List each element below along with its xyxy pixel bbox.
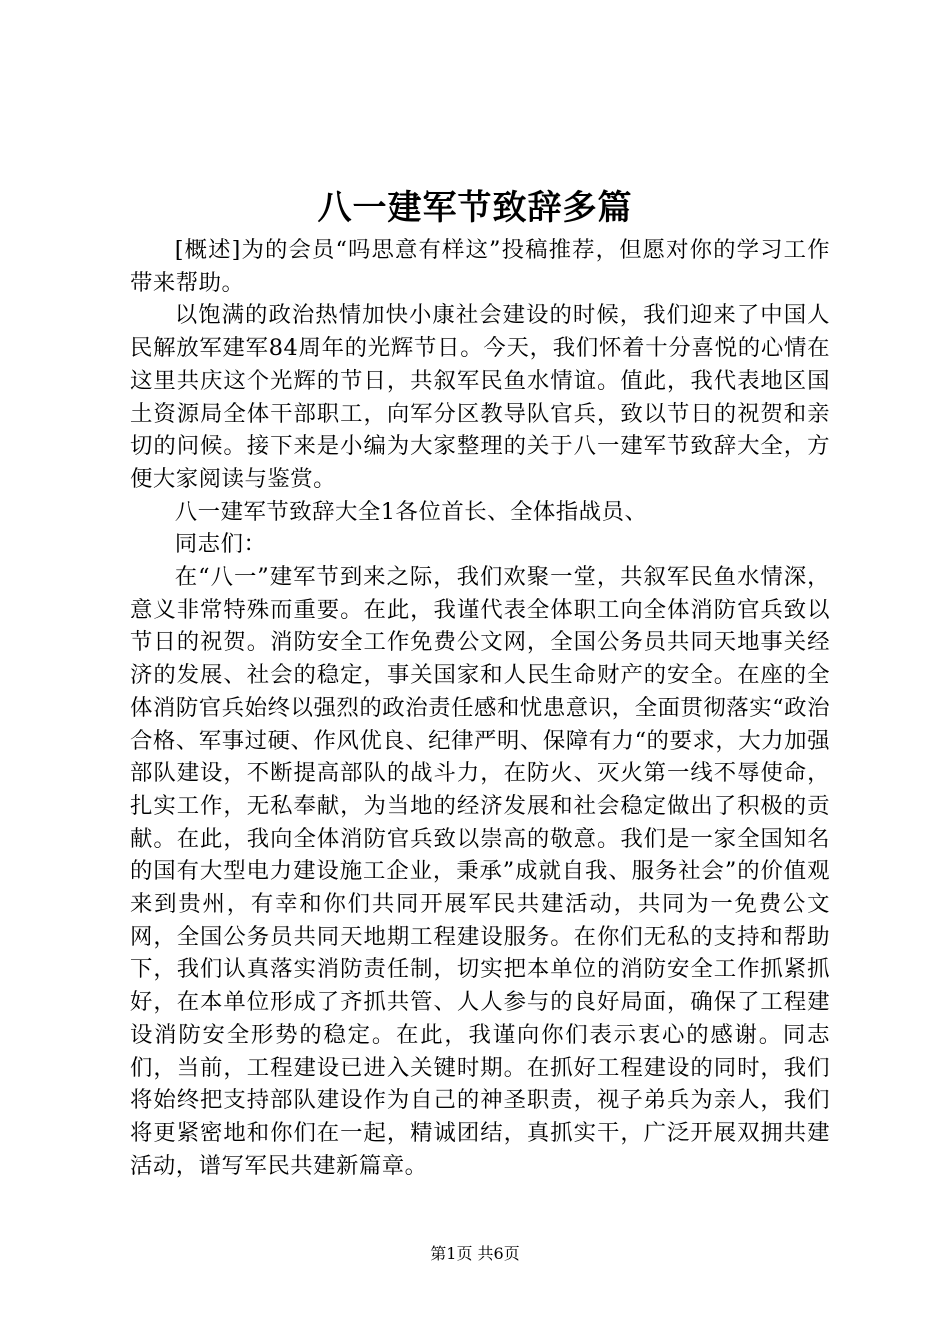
page-footer: 第1页 共6页 <box>430 1244 520 1263</box>
document-title: 八一建军节致辞多篇 <box>317 188 633 228</box>
paragraph-intro: 以饱满的政治热情加快小康社会建设的时候，我们迎来了中国人民解放军建军84周年的光辉节日。今天，我们怀着十分喜悦的心情在这里共庆这个光辉的节日，共叙军民鱼水情谊。值此，我代表地区国土资源局全体干部职工，向军分区教导队官兵，致以节日的祝贺和亲切的问候。接下来是小编为大家整理的关于八一建军节致辞大全，方便大家阅读与鉴赏。 <box>130 302 830 492</box>
paragraph-summary: [概述]为的会员“吗思意有样这”投稿推荐，但愿对你的学习工作带来帮助。 <box>130 237 830 296</box>
paragraph-salutation: 同志们： <box>174 531 267 558</box>
paragraph-main-speech: 在“八一”建军节到来之际，我们欢聚一堂，共叙军民鱼水情深，意义非常特殊而重要。在此，我谨代表全体职工向全体消防官兵致以节日的祝贺。消防安全工作免费公文网，全国公务员共同天地事关经济的发展、社会的稳定，事关国家和人民生命财产的安全。在座的全体消防官兵始终以强烈的政治责任感和忧患意识，全面贯彻落实“政治合格、军事过硬、作风优良、纪律严明、保障有力“的要求，大力加强部队建设，不断提高部队的战斗力，在防火、灭火第一线不辱使命，扎实工作，无私奉献，为当地的经济发展和社会稳定做出了积极的贡献。在此，我向全体消防官兵致以崇高的敬意。我们是一家全国知名的国有大型电力建设施工企业，秉承”成就自我、服务社会”的价值观来到贵州，有幸和你们共同开展军民共建活动，共同为一免费公文网，全国公务员共同天地期工程建设服务。在你们无私的支持和帮助下，我们认真落实消防责任制，切实把本单位的消防安全工作抓紧抓好，在本单位形成了齐抓共管、人人参与的良好局面，确保了工程建设消防安全形势的稳定。在此，我谨向你们表示衷心的感谢。同志们，当前，工程建设已进入关键时期。在抓好工程建设的同时，我们将始终把支持部队建设作为自己的神圣职责，视子弟兵为亲人，我们将更紧密地和你们在一起，精诚团结，真抓实干，广泛开展双拥共建活动，谱写军民共建新篇章。 <box>130 564 830 1179</box>
paragraph-section-heading: 八一建军节致辞大全1各位首长、全体指战员、 <box>174 498 648 525</box>
document-body <box>130 234 830 1182</box>
